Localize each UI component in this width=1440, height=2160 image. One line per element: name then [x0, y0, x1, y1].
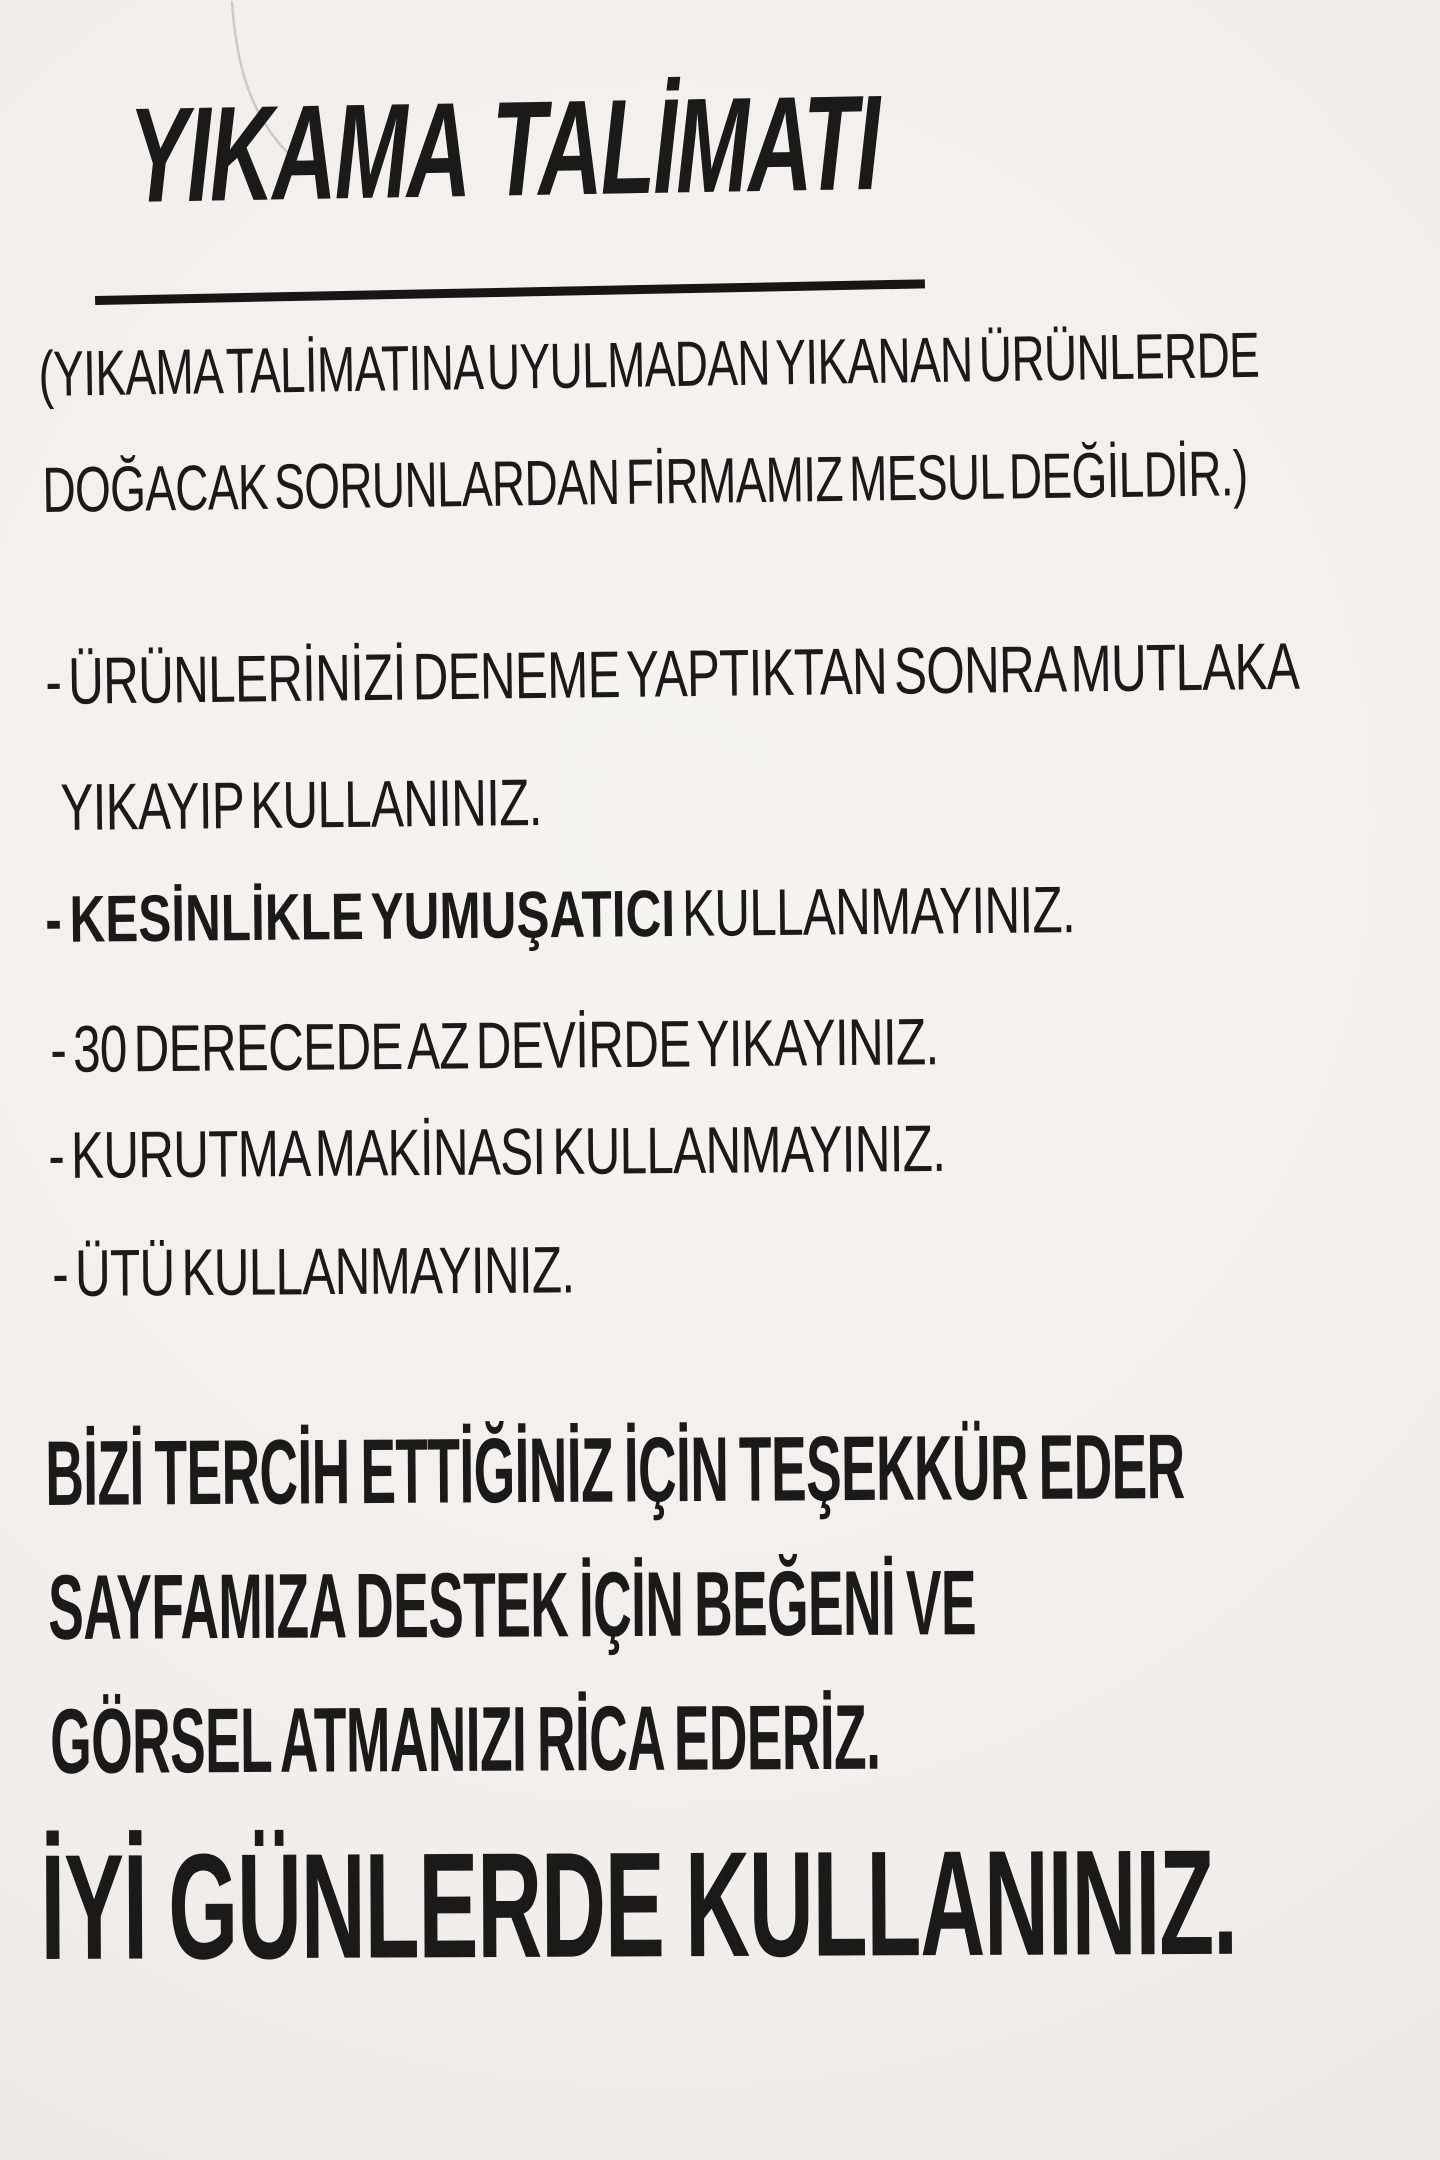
- instruction-4: - KURUTMA MAKİNASI KULLANMAYINIZ.: [47, 1110, 946, 1192]
- instruction-2-bold-text: - KESİNLİKLE YUMUŞATICI: [44, 875, 676, 956]
- closing-line-1: BİZİ TERCİH ETTİĞİNİZ İÇİN TEŞEKKÜR EDER: [44, 1416, 1185, 1525]
- instruction-2: [44, 872, 1076, 956]
- disclaimer-line-2: DOĞACAK SORUNLARDAN FİRMAMIZ MESUL DEĞİLDİR.): [41, 437, 1248, 526]
- closing-line-2: SAYFAMIZA DESTEK İÇİN BEĞENİ VE: [47, 1552, 977, 1659]
- farewell-line: İYİ GÜNLERDE KULLANINIZ.: [39, 1817, 1238, 1991]
- closing-line-3: GÖRSEL ATMANIZI RİCA EDERİZ.: [49, 1686, 881, 1793]
- page-title: YIKAMA TALİMATI: [127, 66, 881, 231]
- disclaimer-line-1: (YIKAMA TALİMATINA UYULMADAN YIKANAN ÜRÜNLERDE: [37, 318, 1260, 410]
- instruction-3: - 30 DERECEDE AZ DEVİRDE YIKAYINIZ.: [49, 1004, 939, 1086]
- instruction-1-line-2: YIKAYIP KULLANINIZ.: [59, 764, 543, 844]
- title-underline: [95, 279, 925, 305]
- instruction-1-line-1: - ÜRÜNLERİNİZİ DENEME YAPTIKTAN SONRA MUTLAKA: [44, 628, 1300, 718]
- instruction-2-regular-text: KULLANMAYINIZ.: [674, 872, 1076, 950]
- instruction-5: - ÜTÜ KULLANMAYINIZ.: [51, 1232, 575, 1310]
